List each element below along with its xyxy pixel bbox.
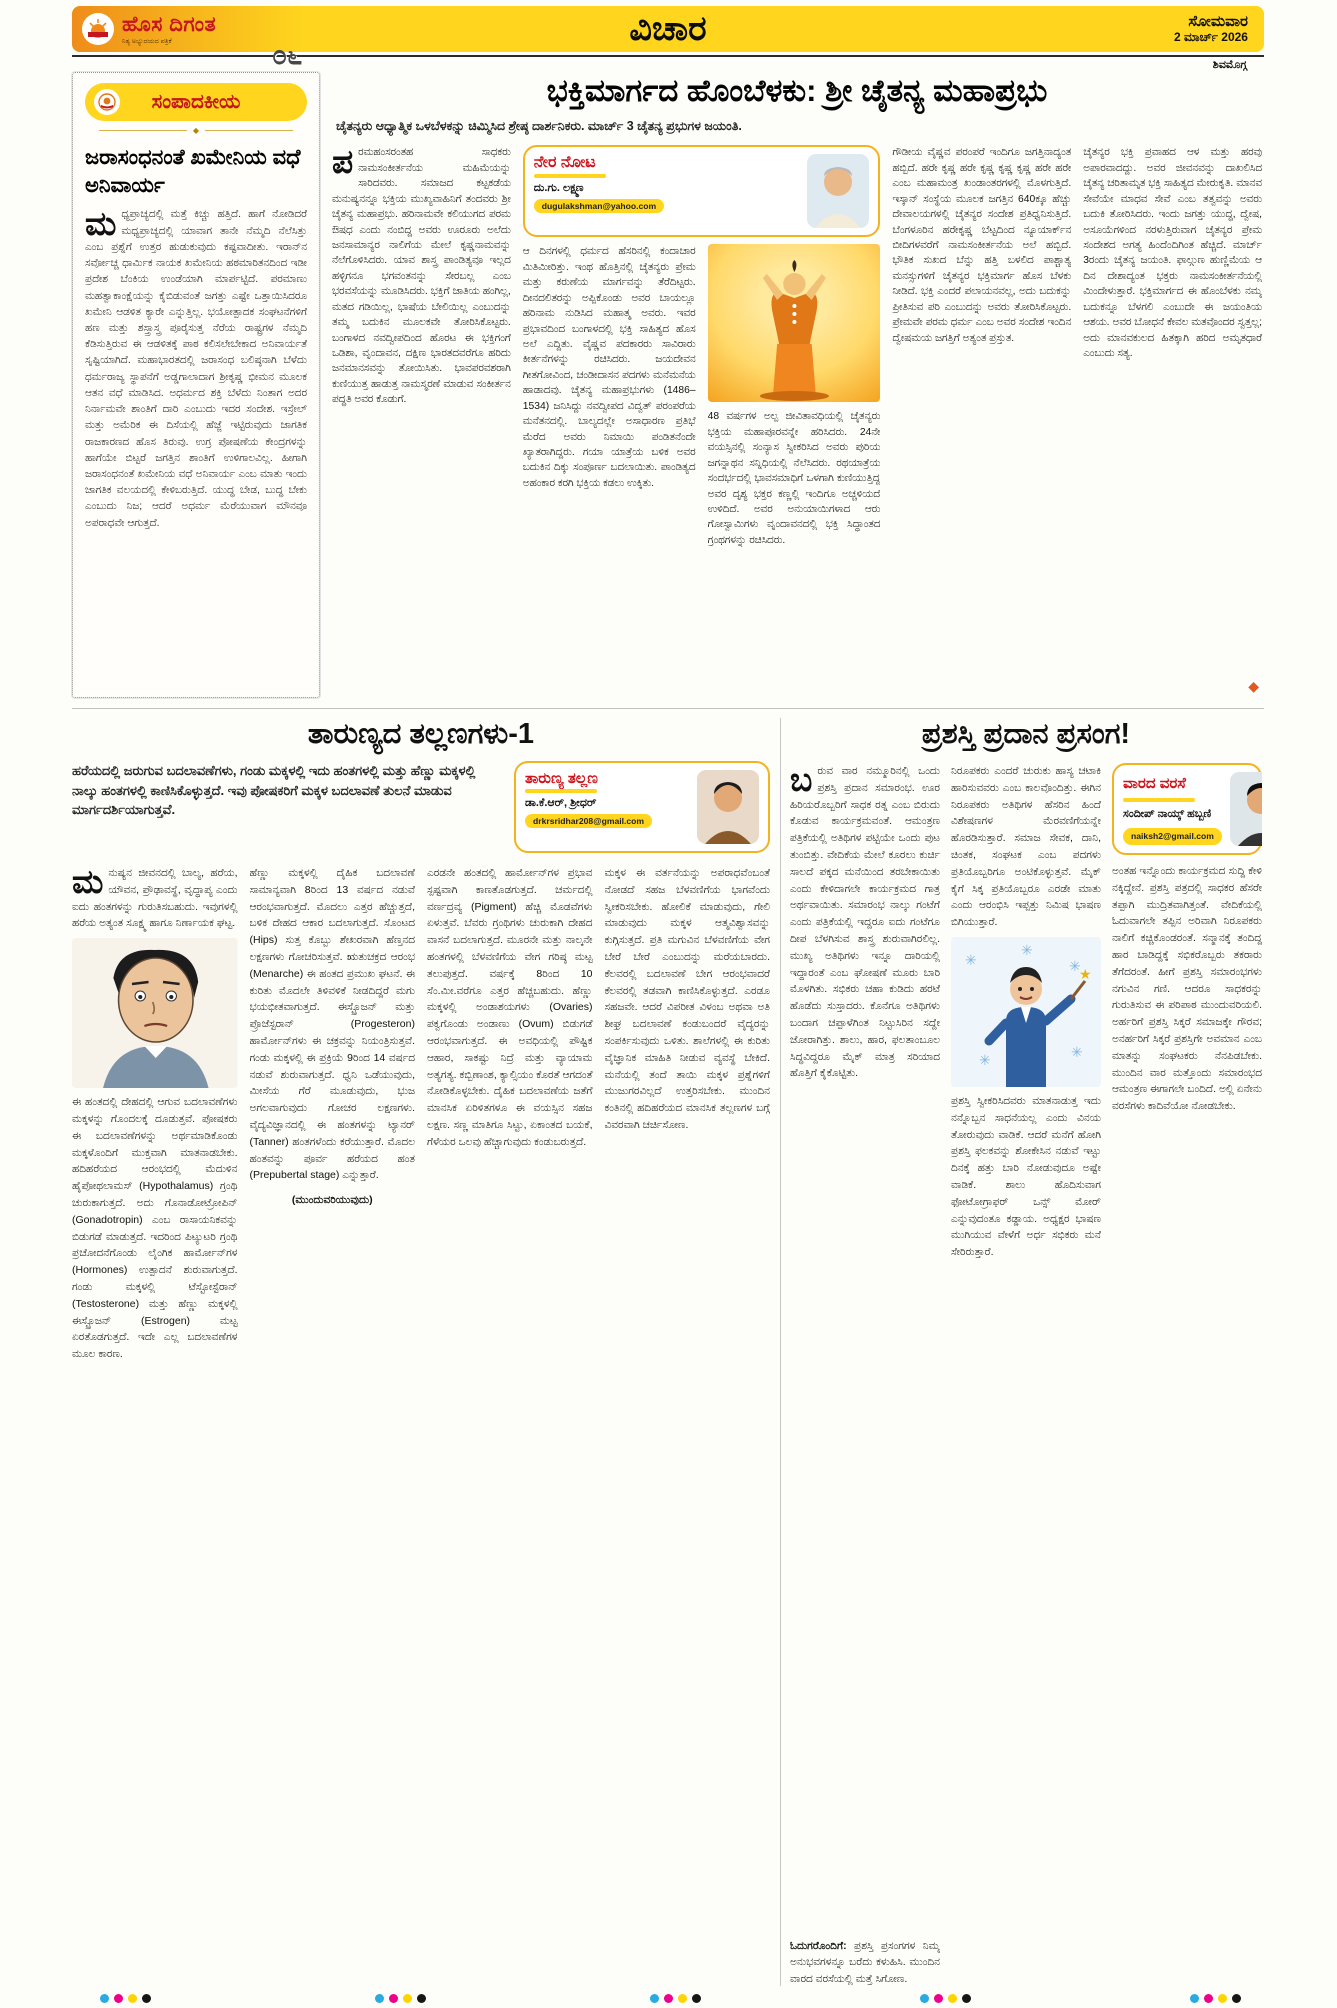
cyan-dot-icon: [100, 1994, 109, 2003]
newspaper-tagline: ನಿತ್ಯ ಅಭ್ಯುದಯದ ಪತ್ರಿಕೆ: [122, 37, 172, 45]
article-column: ಚೈತನ್ಯರ ಭಕ್ತಿ ಪ್ರವಾಹದ ಆಳ ಮತ್ತು ಹರವು ಅಪಾರವಾದದ್ದು. ಅವರ ಜೀವನವನ್ನು ದಾಖಲಿಸಿದ ಚೈತನ್ಯ ಚರಿತಾಮೃತ ಭಕ್ತಿ ಸಾಹಿತ್ಯದ ಮೇರುಕೃತಿ. ಮಾನವ ಸೇವೆಯೇ ಮಾಧವ ಸೇವೆ ಎಂಬ ತತ್ವವನ್ನು ಅವರು ಬದುಕಿ ತೋರಿಸಿದರು. ಇಂದು ಜಗತ್ತು ಯುದ್ಧ, ದ್ವೇಷ, ಅಸೂಯೆಗಳಿಂದ ನರಳುತ್ತಿರುವಾಗ ಚೈತನ್ಯರ ಪ್ರೇಮ ಸಂದೇಶದ ಅಗತ್ಯ ಹಿಂದೆಂದಿಗಿಂತ ಹೆಚ್ಚಿದೆ. ಮಾರ್ಚ್ 3ರಂದು ಚೈತನ್ಯ ಜಯಂತಿ. ಫಾಲ್ಗುಣ ಹುಣ್ಣಿಮೆಯ ಆ ದಿನ ದೇಶಾದ್ಯಂತ ಭಕ್ತರು ನಾಮಸಂಕೀರ್ತನೆಯಲ್ಲಿ ಮಿಂದೇಳುತ್ತಾರೆ. ಭಕ್ತಿಮಾರ್ಗದ ಈ ಹೊಂಬೆಳಕು ನಮ್ಮ ಬದುಕನ್ನೂ ಬೆಳಗಲಿ ಎಂಬುದೇ ಈ ಜಯಂತಿಯ ಆಶಯ. ಅವರ ಬೋಧನೆ ಕೇವಲ ಮತವೊಂದರ ಸ್ವತ್ತಲ್ಲ; ಅದು ಮಾನವಕುಲದ ಹಿತಕ್ಕಾಗಿ ಹರಿದ ಅಮೃತಧಾರೆ ಎಂಬುದು ಸತ್ಯ.: [1083, 147, 1262, 359]
column-text: ಈ ಹಂತದಲ್ಲಿ ದೇಹದಲ್ಲಿ ಆಗುವ ಬದಲಾವಣೆಗಳು ಮಕ್ಕಳನ್ನು ಗೊಂದಲಕ್ಕೆ ದೂಡುತ್ತವೆ. ಪೋಷಕರು ಈ ಬದಲಾವಣೆಗಳನ್ನು ಅರ್ಥಮಾಡಿಕೊಂಡು ಮಕ್ಕಳೊಂದಿಗೆ ಮುಕ್ತವಾಗಿ ಮಾತನಾಡಬೇಕು. ಹದಿಹರೆಯದ ಆರಂಭದಲ್ಲಿ ಮೆದುಳಿನ ಹೈಪೋಥಲಾಮಸ್ (Hypothalamus) ಗ್ರಂಥಿ ಚುರುಕಾಗುತ್ತದೆ. ಅದು ಗೊನಾಡೋಟ್ರೋಪಿನ್ (Gonadotropin) ಎಂಬ ರಾಸಾಯನಿಕವನ್ನು ಬಿಡುಗಡೆ ಮಾಡುತ್ತದೆ. ಇದರಿಂದ ಪಿಟ್ಯುಟರಿ ಗ್ರಂಥಿ ಪ್ರಚೋದನೆಗೊಂಡು ಲೈಂಗಿಕ ಹಾರ್ಮೋನ್‌ಗಳ (Hormones) ಉತ್ಪಾದನೆ ಶುರುವಾಗುತ್ತದೆ. ಗಂಡು ಮಕ್ಕಳಲ್ಲಿ ಟೆಸ್ಟೋಸ್ಟೆರಾನ್ (Testosterone) ಮತ್ತು ಹೆಣ್ಣು ಮಕ್ಕಳಲ್ಲಿ ಈಸ್ಟ್ರೊಜನ್ (Estrogen) ಮಟ್ಟ ಏರತೊಡಗುತ್ತದೆ. ಇದೇ ಎಲ್ಲ ಬದಲಾವಣೆಗಳ ಮೂಲ ಕಾರಣ.: [72, 1096, 238, 1361]
yellow-dot-icon: [1218, 1994, 1227, 2003]
editorial-banner: [85, 83, 307, 121]
column-name-label: ವಾರದ ವರಸೆ: [1123, 775, 1186, 792]
cyan-dot-icon: [375, 1994, 384, 2003]
article-column: ಆ ದಿನಗಳಲ್ಲಿ ಧರ್ಮದ ಹೆಸರಿನಲ್ಲಿ ಕಂದಾಚಾರ ಮಿತಿಮೀರಿತ್ತು. ಇಂಥ ಹೊತ್ತಿನಲ್ಲಿ ಚೈತನ್ಯರು ಪ್ರೇಮ ಮತ್ತು ಕರುಣೆಯ ಮಾರ್ಗವನ್ನು ತೆರೆದಿಟ್ಟರು. ದೀನದಲಿತರನ್ನು ಅಪ್ಪಿಕೊಂಡು ಅವರ ಬಾಯಲ್ಲೂ ಹರಿನಾಮ ನುಡಿಸಿದ ಮಹಾತ್ಮ ಅವರು. ಇವರ ಪ್ರಭಾವದಿಂದ ಬಂಗಾಳದಲ್ಲಿ ಭಕ್ತಿ ಸಾಹಿತ್ಯದ ಹೊಸ ಅಲೆ ಎದ್ದಿತು. ವೈಷ್ಣವ ಪದಕಾರರು ಸಾವಿರಾರು ಕೀರ್ತನೆಗಳನ್ನು ರಚಿಸಿದರು. ಜಯದೇವನ ಗೀತಗೋವಿಂದ, ಚಂಡೀದಾಸನ ಪದಗಳು ಮನೆಮನೆಯ ಹಾಡಾದವು. ಚೈತನ್ಯ ಮಹಾಪ್ರಭುಗಳು (1486–1534) ಜನಿಸಿದ್ದು ನವದ್ವೀಪದ ವಿದ್ವತ್ ಪರಂಪರೆಯ ಮನೆತನದಲ್ಲಿ. ಬಾಲ್ಯದಲ್ಲೇ ಅಸಾಧಾರಣ ಪ್ರತಿಭೆ ಮೆರೆದ ಅವರು ನಿಮಾಯಿ ಪಂಡಿತನೆಂದೇ ಖ್ಯಾತರಾಗಿದ್ದರು. ಗಯಾ ಯಾತ್ರೆಯ ಬಳಿಕ ಅವರ ಬದುಕಿನ ದಿಕ್ಕು ಸಂಪೂರ್ಣ ಬದಲಾಯಿತು. ಪಾಂಡಿತ್ಯದ ಅಹಂಕಾರ ಕರಗಿ ಭಕ್ತಿಯ ಕಡಲು ಉಕ್ಕಿತು.: [522, 246, 696, 489]
main-standfirst: ಚೈತನ್ಯರು ಆಧ್ಯಾತ್ಮಿಕ ಒಳಬೆಳಕನ್ನು ಚಿಮ್ಮಿಸಿದ ಶ್ರೇಷ್ಠ ದಾರ್ಶನಿಕರು. ಮಾರ್ಚ್ 3 ಚೈತನ್ಯ ಪ್ರಭುಗಳ ಜಯಂತಿ.: [336, 119, 742, 134]
column-text: ಪ್ರಶಸ್ತಿ ಸ್ವೀಕರಿಸಿದವರು ಮಾತನಾಡುತ್ತ ಇದು ನನ್ನೊಬ್ಬನ ಸಾಧನೆಯಲ್ಲ ಎಂದು ವಿನಯ ತೋರುವುದು ವಾಡಿಕೆ. ಆದರೆ ಮನೆಗೆ ಹೋಗಿ ಪ್ರಶಸ್ತಿ ಫಲಕವನ್ನು ಶೋಕೇಸಿನ ನಡುವೆ ಇಟ್ಟು ದಿನಕ್ಕೆ ಹತ್ತು ಬಾರಿ ನೋಡುವುದೂ ಅಷ್ಟೇ ವಾಡಿಕೆ. ಶಾಲು ಹೊದಿಸುವಾಗ ಫೋಟೋಗ್ರಾಫರ್ ಒನ್ಸ್ ಮೋರ್ ಎನ್ನುವುದಂತೂ ಕಡ್ಡಾಯ. ಅಧ್ಯಕ್ಷರ ಭಾಷಣ ಮುಗಿಯುವ ವೇಳೆಗೆ ಅರ್ಧ ಸಭಿಕರು ಮನೆ ಸೇರಿರುತ್ತಾರೆ.: [951, 1094, 1101, 1259]
article-body: [72, 865, 770, 1941]
author-email: dugulakshman@yahoo.com: [534, 199, 664, 213]
article-column: [250, 865, 416, 1941]
column-text: 48 ವರ್ಷಗಳ ಅಲ್ಪ ಜೀವಿತಾವಧಿಯಲ್ಲಿ ಚೈತನ್ಯರು ಭಕ್ತಿಯ ಮಹಾಪೂರವನ್ನೇ ಹರಿಸಿದರು. 24ನೇ ವಯಸ್ಸಿನಲ್ಲಿ ಸಂನ್ಯಾಸ ಸ್ವೀಕರಿಸಿದ ಅವರು ಪುರಿಯ ಜಗನ್ನಾಥನ ಸನ್ನಿಧಿಯಲ್ಲಿ ನೆಲೆಸಿದರು. ರಥಯಾತ್ರೆಯ ಸಂದರ್ಭದಲ್ಲಿ ಭಾವಸಮಾಧಿಗೆ ಒಳಗಾಗಿ ಕುಣಿಯುತ್ತಿದ್ದ ಅವರ ದೃಶ್ಯ ಭಕ್ತರ ಕಣ್ಣಲ್ಲಿ ಇಂದಿಗೂ ಅಚ್ಚಳಿಯದೆ ಉಳಿದಿದೆ. ಅವರ ಅನುಯಾಯಿಗಳಾದ ಆರು ಗೋಸ್ವಾಮಿಗಳು ವೃಂದಾವನದಲ್ಲಿ ಭಕ್ತಿ ಸಿದ್ಧಾಂತದ ಗ್ರಂಥಗಳನ್ನು ರಚಿಸಿದರು.: [707, 411, 881, 546]
author-photo: [697, 770, 759, 844]
edition-name: ಶಿವಮೊಗ್ಗ: [1212, 59, 1247, 71]
editorial-ornament: ◆: [99, 126, 293, 135]
drop-cap: ಬ: [790, 763, 813, 798]
drop-cap: ಮ: [85, 205, 117, 243]
author-photo: [1230, 772, 1262, 846]
yellow-dot-icon: [948, 1994, 957, 2003]
column-name-label: ನೇರ ನೋಟ: [533, 154, 596, 172]
author-name: ಸಂದೀಪ್ ನಾಯ್ಕ್ ಹಬ್ಬಣಿ: [1123, 808, 1212, 820]
column-text: ನಿರೂಪಕರು ಎಂದರೆ ಚುರುಕು ಹಾಸ್ಯ ಚಟಾಕಿ ಹಾರಿಸುವವರು ಎಂಬ ಕಾಲವೊಂದಿತ್ತು. ಈಗಿನ ನಿರೂಪಕರು ಅತಿಥಿಗಳ ಹೆಸರಿನ ಹಿಂದೆ ವಿಶೇಷಣಗಳ ಮೆರವಣಿಗೆಯನ್ನೇ ಹೊರಡಿಸುತ್ತಾರೆ. ಸಮಾಜ ಸೇವಕ, ದಾನಿ, ಚಿಂತಕ, ಸಂಘಟಕ ಎಂಬ ಪದಗಳು ಪ್ರತಿಯೊಬ್ಬರಿಗೂ ಅಂಟಿಕೊಳ್ಳುತ್ತವೆ. ಮೈಕ್ ಕೈಗೆ ಸಿಕ್ಕ ಪ್ರತಿಯೊಬ್ಬರೂ ಎರಡೇ ಮಾತು ಎಂದು ಆರಂಭಿಸಿ ಇಪ್ಪತ್ತು ನಿಮಿಷ ಭಾಷಣ ಬಿಗಿಯುತ್ತಾರೆ.: [951, 765, 1101, 929]
cyan-dot-icon: [650, 1994, 659, 2003]
article-column: ಎರಡನೇ ಹಂತದಲ್ಲಿ ಹಾರ್ಮೋನ್‌ಗಳ ಪ್ರಭಾವ ಸ್ಪಷ್ಟವಾಗಿ ಕಾಣತೊಡಗುತ್ತದೆ. ಚರ್ಮದಲ್ಲಿ ವರ್ಣದ್ರವ್ಯ (Pigment) ಹೆಚ್ಚಿ ಮೊಡವೆಗಳು ಏಳುತ್ತವೆ. ಬೆವರು ಗ್ರಂಥಿಗಳು ಚುರುಕಾಗಿ ದೇಹದ ವಾಸನೆ ಬದಲಾಗುತ್ತದೆ. ಮೂರನೇ ಮತ್ತು ನಾಲ್ಕನೇ ಹಂತಗಳಲ್ಲಿ ಬೆಳವಣಿಗೆಯ ವೇಗ ಗರಿಷ್ಠ ಮಟ್ಟ ತಲುಪುತ್ತದೆ. ವರ್ಷಕ್ಕೆ 8ರಿಂದ 10 ಸೆಂ.ಮೀ.ವರೆಗೂ ಎತ್ತರ ಹೆಚ್ಚಬಹುದು. ಹೆಣ್ಣು ಮಕ್ಕಳಲ್ಲಿ ಅಂಡಾಶಯಗಳು (Ovaries) ಪಕ್ವಗೊಂಡು ಅಂಡಾಣು (Ovum) ಬಿಡುಗಡೆ ಆರಂಭವಾಗುತ್ತದೆ. ಈ ಅವಧಿಯಲ್ಲಿ ಪೌಷ್ಟಿಕ ಆಹಾರ, ಸಾಕಷ್ಟು ನಿದ್ರೆ ಮತ್ತು ವ್ಯಾಯಾಮ ಅತ್ಯಗತ್ಯ. ಕಬ್ಬಿಣಾಂಶ, ಕ್ಯಾಲ್ಸಿಯಂ ಕೊರತೆ ಆಗದಂತೆ ನೋಡಿಕೊಳ್ಳಬೇಕು. ದೈಹಿಕ ಬದಲಾವಣೆಯ ಜತೆಗೆ ಮಾನಸಿಕ ಏರಿಳಿತಗಳೂ ಈ ವಯಸ್ಸಿನ ಸಹಜ ಲಕ್ಷಣ. ಸಣ್ಣ ಮಾತಿಗೂ ಸಿಟ್ಟು, ಏಕಾಂತದ ಬಯಕೆ, ಗೆಳೆಯರ ಒಲವು ಹೆಚ್ಚಾಗುವುದು ಕಂಡುಬರುತ್ತದೆ.: [427, 867, 593, 1148]
author-email: naiksh2@gmail.com: [1123, 828, 1222, 846]
author-card: [514, 761, 770, 853]
editorial-box: [72, 72, 320, 698]
article-headline: ಪ್ರಶಸ್ತಿ ಪ್ರದಾನ ಪ್ರಸಂಗ!: [921, 718, 1131, 750]
registration-marks: [1190, 1994, 1241, 2003]
continued-note: (ಮುಂದುವರಿಯುವುದು): [291, 1194, 373, 1207]
article-column: [951, 763, 1101, 1988]
editorial-emblem-icon: [94, 89, 120, 115]
article-column: [790, 763, 940, 1988]
adolescence-article: [72, 718, 770, 1988]
magenta-dot-icon: [934, 1994, 943, 2003]
newspaper-name: ಹೊಸ ದಿಗಂತ: [122, 12, 217, 36]
black-dot-icon: [142, 1994, 151, 2003]
column-name-label: ತಾರುಣ್ಯ ತಲ್ಲಣ: [525, 770, 598, 787]
article-column: [72, 865, 238, 1941]
yellow-dot-icon: [678, 1994, 687, 2003]
black-dot-icon: [962, 1994, 971, 2003]
yellow-dot-icon: [403, 1994, 412, 2003]
yellow-dot-icon: [128, 1994, 137, 2003]
vertical-divider: [780, 718, 781, 1986]
article-column-group: [523, 145, 881, 643]
weekday: ಸೋಮವಾರ: [1188, 13, 1248, 31]
registration-marks: [375, 1994, 426, 2003]
column-text: ಹೆಣ್ಣು ಮಕ್ಕಳಲ್ಲಿ ದೈಹಿಕ ಬದಲಾವಣೆ ಸಾಮಾನ್ಯವಾಗಿ 8ರಿಂದ 13 ವರ್ಷದ ನಡುವೆ ಆರಂಭವಾಗುತ್ತದೆ. ಮೊದಲು ಎತ್ತರ ಹೆಚ್ಚುತ್ತದೆ, ಬಳಿಕ ದೇಹದ ಆಕಾರ ಬದಲಾಗುತ್ತದೆ. ಸೊಂಟದ (Hips) ಸುತ್ತ ಕೊಬ್ಬು ಶೇಖರವಾಗಿ ಹೆಣ್ತನದ ಲಕ್ಷಣಗಳು ಗೋಚರಿಸುತ್ತವೆ. ಋತುಚಕ್ರದ ಆರಂಭ (Menarche) ಈ ಹಂತದ ಪ್ರಮುಖ ಘಟನೆ. ಈ ಕುರಿತು ಮೊದಲೇ ತಿಳಿವಳಿಕೆ ನೀಡದಿದ್ದರೆ ಮಗು ಭಯಭೀತವಾಗುತ್ತದೆ. ಈಸ್ಟ್ರೊಜನ್ ಮತ್ತು ಪ್ರೊಜೆಸ್ಟರಾನ್ (Progesteron) ಹಾರ್ಮೋನ್‌ಗಳು ಈ ಚಕ್ರವನ್ನು ನಿಯಂತ್ರಿಸುತ್ತವೆ. ಗಂಡು ಮಕ್ಕಳಲ್ಲಿ ಈ ಪ್ರಕ್ರಿಯೆ 9ರಿಂದ 14 ವರ್ಷದ ನಡುವೆ ಶುರುವಾಗುತ್ತದೆ. ಧ್ವನಿ ಒಡೆಯುವುದು, ಮೀಸೆಯ ಗೆರೆ ಮೂಡುವುದು, ಭುಜ ಅಗಲವಾಗುವುದು ಗೋಚರ ಲಕ್ಷಣಗಳು. ವೈದ್ಯವಿಜ್ಞಾನದಲ್ಲಿ ಈ ಹಂತಗಳನ್ನು ಟ್ಯಾನರ್ (Tanner) ಹಂತಗಳೆಂದು ಕರೆಯುತ್ತಾರೆ. ಮೊದಲ ಹಂತವನ್ನು ಪೂರ್ವ ಹರೆಯದ ಹಂತ (Prepubertal stage) ಎನ್ನುತ್ತಾರೆ.: [249, 867, 415, 1182]
date: 2 ಮಾರ್ಚ್ 2026: [1174, 29, 1248, 44]
magenta-dot-icon: [389, 1994, 398, 2003]
cyan-dot-icon: [920, 1994, 929, 2003]
column-text: ನುಷ್ಯನ ಜೀವನದಲ್ಲಿ ಬಾಲ್ಯ, ಹರೆಯ, ಯೌವನ, ಪ್ರೌಢಾವಸ್ಥೆ, ವೃದ್ಧಾಪ್ಯ ಎಂದು ಐದು ಹಂತಗಳನ್ನು ಗುರುತಿಸಬಹುದು. ಇವುಗಳಲ್ಲಿ ಹರೆಯ ಅತ್ಯಂತ ಸೂಕ್ಷ್ಮ ಹಾಗೂ ನಿರ್ಣಾಯಕ ಘಟ್ಟ.: [72, 867, 238, 930]
svg-text:✳: ✳: [979, 1051, 991, 1068]
svg-text:★: ★: [1079, 965, 1092, 982]
page-number: ೦೬: [272, 40, 303, 70]
article-column: [332, 145, 511, 643]
main-article: [332, 72, 1262, 698]
article-headline: ತಾರುಣ್ಯದ ತಲ್ಲಣಗಳು-1: [307, 718, 535, 750]
article-standfirst: ಹರೆಯದಲ್ಲಿ ಜರುಗುವ ಬದಲಾವಣೆಗಳು, ಗಂಡು ಮಕ್ಕಳಲ್ಲಿ ಇದು ಹಂತಗಳಲ್ಲಿ ಮತ್ತು ಹೆಣ್ಣು ಮಕ್ಕಳಲ್ಲಿ ನಾಲ್ಕು ಹಂತಗಳಲ್ಲಿ ಕಾಣಿಸಿಕೊಳ್ಳುತ್ತದೆ. ಇವು ಪೋಷಕರಿಗೆ ಮಕ್ಕಳ ಬದಲಾವಣೆ ತುಲನೆ ಮಾಡುವ ಮಾರ್ಗದರ್ಶಿಯಾಗುತ್ತವೆ.: [72, 763, 476, 817]
readers-note-label: ಓದುಗರೊಂದಿಗೆ:: [790, 1939, 847, 1952]
author-name: ದು.ಗು. ಲಕ್ಷ್ಮಣ: [533, 182, 584, 195]
author-card: [1112, 763, 1262, 855]
column-text: ರುವ ವಾರ ನಮ್ಮೂರಿನಲ್ಲಿ ಒಂದು ಪ್ರಶಸ್ತಿ ಪ್ರದಾನ ಸಮಾರಂಭ. ಊರ ಹಿರಿಯರೊಬ್ಬರಿಗೆ ಸಾಧಕ ರತ್ನ ಎಂಬ ಬಿರುದು ಕೊಡುವ ಕಾರ್ಯಕ್ರಮವಂತೆ. ಆಮಂತ್ರಣ ಪತ್ರಿಕೆಯಲ್ಲಿ ಅತಿಥಿಗಳ ಪಟ್ಟಿಯೇ ಒಂದು ಪುಟ ತುಂಬಿತ್ತು. ವೇದಿಕೆಯ ಮೇಲೆ ಕೂರಲು ಕುರ್ಚಿ ಸಾಲದೆ ಪಕ್ಕದ ಮನೆಯಿಂದ ತರಬೇಕಾಯಿತು ಎಂದು ಕೇಳಿದಾಗಲೇ ಕಾರ್ಯಕ್ರಮದ ಗಾತ್ರ ಅರ್ಥವಾಯಿತು. ಸಮಾರಂಭ ನಾಲ್ಕು ಗಂಟೆಗೆ ಎಂದು ಪತ್ರಿಕೆಯಲ್ಲಿ ಇದ್ದರೂ ಐದು ಗಂಟೆಗೂ ದೀಪ ಬೆಳಗಿಸುವ ಶಾಸ್ತ್ರ ಶುರುವಾಗಿರಲಿಲ್ಲ. ಮುಖ್ಯ ಅತಿಥಿಗಳು ಇನ್ನೂ ದಾರಿಯಲ್ಲಿ ಇದ್ದಾರಂತೆ ಎಂಬ ಘೋಷಣೆ ಮೂರು ಬಾರಿ ಮೊಳಗಿತು. ಸಭಿಕರು ಚಹಾ ಕುಡಿದು ಹರಟೆ ಹೊಡೆದು ಸುಸ್ತಾದರು. ಕೊನೆಗೂ ಅತಿಥಿಗಳು ಬಂದಾಗ ಚಪ್ಪಾಳೆಗಿಂತ ನಿಟ್ಟುಸಿರಿನ ಸದ್ದೇ ಜೋರಾಗಿತ್ತು. ಶಾಲು, ಹಾರ, ಫಲತಾಂಬೂಲ ಸಿದ್ಧವಿದ್ದರೂ ಮೈಕ್ ಮಾತ್ರ ಸರಿಯಾದ ಹೊತ್ತಿಗೆ ಕೈಕೊಟ್ಟಿತು.: [790, 765, 940, 1080]
registration-marks: [920, 1994, 971, 2003]
article-column: [1112, 763, 1262, 1988]
editorial-body: [85, 207, 307, 531]
label-underline: [534, 174, 606, 178]
black-dot-icon: [692, 1994, 701, 2003]
author-photo: [807, 154, 869, 228]
black-dot-icon: [417, 1994, 426, 2003]
article-column: ಗೌಡೀಯ ವೈಷ್ಣವ ಪರಂಪರೆ ಇಂದಿಗೂ ಜಗತ್ತಿನಾದ್ಯಂತ ಹಬ್ಬಿದೆ. ಹರೇ ಕೃಷ್ಣ ಹರೇ ಕೃಷ್ಣ ಕೃಷ್ಣ ಕೃಷ್ಣ ಹರೇ ಹರೇ ಎಂಬ ಮಹಾಮಂತ್ರ ಖಂಡಾಂತರಗಳಲ್ಲಿ ಮೊಳಗುತ್ತಿದೆ. ಇಸ್ಕಾನ್ ಸಂಸ್ಥೆಯ ಮೂಲಕ ಜಗತ್ತಿನ 640ಕ್ಕೂ ಹೆಚ್ಚು ದೇವಾಲಯಗಳಲ್ಲಿ ಚೈತನ್ಯರ ಸಂದೇಶ ಪ್ರತಿಧ್ವನಿಸುತ್ತಿದೆ. ಬೆಂಗಳೂರಿನ ಹರೇಕೃಷ್ಣ ಬೆಟ್ಟದಿಂದ ನ್ಯೂಯಾರ್ಕ್‌ನ ಬೀದಿಗಳವರೆಗೆ ನಾಮಸಂಕೀರ್ತನೆಯ ಅಲೆ ಹಬ್ಬಿದೆ. ಭೌತಿಕ ಸುಖದ ಬೆನ್ನು ಹತ್ತಿ ಬಳಲಿದ ಪಾಶ್ಚಾತ್ಯ ಮನಸ್ಸುಗಳಿಗೆ ಚೈತನ್ಯರ ಭಕ್ತಿಮಾರ್ಗ ಹೊಸ ಬೆಳಕು ನೀಡಿದೆ. ಭಕ್ತಿ ಎಂದರೆ ಪಲಾಯನವಲ್ಲ, ಅದು ಬದುಕನ್ನು ಪ್ರೀತಿಸುವ ಪರಿ ಎಂಬುದನ್ನು ಅವರು ತೋರಿಸಿಕೊಟ್ಟರು. ಪ್ರೇಮವೇ ಪರಮ ಧರ್ಮ ಎಂಬ ಅವರ ಸಂದೇಶ ಇಂದಿನ ದ್ವೇಷಮಯ ಜಗತ್ತಿಗೆ ಅತ್ಯಂತ ಪ್ರಸ್ತುತ.: [892, 147, 1072, 344]
black-dot-icon: [1232, 1994, 1241, 2003]
author-email: drkrsridhar208@gmail.com: [525, 814, 652, 828]
cyan-dot-icon: [1190, 1994, 1199, 2003]
readers-note-text: ಪ್ರಶಸ್ತಿ ಪ್ರಸಂಗಗಳ ನಿಮ್ಮ ಅನುಭವಗಳನ್ನೂ ಬರೆದು ಕಳುಹಿಸಿ. ಮುಂದಿನ ವಾರದ ವರಸೆಯಲ್ಲಿ ಮತ್ತೆ ಸಿಗೋಣ.: [790, 1939, 940, 1986]
label-underline: [1123, 798, 1195, 802]
svg-text:✳: ✳: [1069, 957, 1081, 974]
article-body: [790, 763, 1262, 1988]
section-title: ವಿಚಾರ: [629, 9, 707, 48]
registration-marks: [100, 1994, 151, 2003]
column-text: ರಮಹಂಸರಂತಹ ಸಾಧಕರು ನಾಮಸಂಕೀರ್ತನೆಯ ಮಹಿಮೆಯನ್ನು ಸಾರಿದವರು. ಸಮಾಜದ ಕಟ್ಟಕಡೆಯ ಮನುಷ್ಯನನ್ನೂ ಭಕ್ತಿಯ ಮುಖ್ಯವಾಹಿನಿಗೆ ತಂದವರು ಶ್ರೀ ಚೈತನ್ಯ ಮಹಾಪ್ರಭು. ಹರಿನಾಮವೇ ಕಲಿಯುಗದ ಪರಮ ಔಷಧ ಎಂದು ನಂಬಿದ್ದ ಅವರು ಊರೂರು ಅಲೆದು ಜನಸಾಮಾನ್ಯರ ನಾಲಿಗೆಯ ಮೇಲೆ ಕೃಷ್ಣನಾಮವನ್ನು ನೆಲೆಗೊಳಿಸಿದರು. ಯಾವ ಶಾಸ್ತ್ರ ಪಾಂಡಿತ್ಯವೂ ಇಲ್ಲದ ಹಳ್ಳಿಗನೂ ಭಗವಂತನನ್ನು ಸೇರಬಲ್ಲ ಎಂಬ ಭರವಸೆಯನ್ನು ಮೂಡಿಸಿದರು. ಭಕ್ತಿಗೆ ಜಾತಿಯ ಹಂಗಿಲ್ಲ, ಮತದ ಗಡಿಯಿಲ್ಲ, ಭಾಷೆಯ ಬೇಲಿಯಿಲ್ಲ ಎಂಬುದನ್ನು ತಮ್ಮ ಬದುಕಿನ ಮೂಲಕವೇ ತೋರಿಸಿಕೊಟ್ಟರು. ಬಂಗಾಳದ ನವದ್ವೀಪದಿಂದ ಹೊರಟ ಈ ಭಕ್ತಿಗಂಗೆ ಒಡಿಶಾ, ವೃಂದಾವನ, ದಕ್ಷಿಣ ಭಾರತದವರೆಗೂ ಹರಿದು ಜನಮಾನಸವನ್ನು ತೋಯಿಸಿತು. ಭಾವಪರವಶರಾಗಿ ಕುಣಿಯುತ್ತ ಹಾಡುತ್ತ ನಾಮಸ್ಮರಣೆ ಮಾಡುವ ಸಂಕೀರ್ತನ ಪದ್ಧತಿ ಅವರ ಕೊಡುಗೆ.: [332, 147, 511, 406]
svg-text:✳: ✳: [965, 951, 977, 968]
svg-text:✳: ✳: [1021, 941, 1033, 958]
award-presenter-cartoon-illustration: [951, 937, 1101, 1087]
editorial-body-text: ಧ್ಯಪ್ರಾಚ್ಯದಲ್ಲಿ ಮತ್ತೆ ಕಿಚ್ಚು ಹತ್ತಿದೆ. ಹಾಗೆ ನೋಡಿದರೆ ಮಧ್ಯಪ್ರಾಚ್ಯದಲ್ಲಿ ಯಾವಾಗ ತಾನೇ ನೆಮ್ಮದಿ ನೆಲೆಸಿತ್ತು ಎಂಬ ಪ್ರಶ್ನೆಗೆ ಉತ್ತರ ಹುಡುಕುವುದು ಕಷ್ಟವಾದೀತು. ಇರಾನ್‌ನ ಸರ್ವೋಚ್ಚ ಧಾರ್ಮಿಕ ನಾಯಕ ಖಮೇನಿಯ ಹಠಮಾರಿತನದಿಂದ ಇಡೀ ಪ್ರದೇಶ ಬೆಂಕಿಯ ಉಂಡೆಯಾಗಿ ಮಾರ್ಪಟ್ಟಿದೆ. ಪರಮಾಣು ಮಹತ್ವಾಕಾಂಕ್ಷೆಯನ್ನು ಕೈಬಿಡುವಂತೆ ಜಗತ್ತು ಎಷ್ಟೇ ಒತ್ತಾಯಿಸಿದರೂ ಖಮೇನಿ ಆಡಳಿತ ಕ್ಯಾರೇ ಎನ್ನುತ್ತಿಲ್ಲ. ಭಯೋತ್ಪಾದಕ ಸಂಘಟನೆಗಳಿಗೆ ಹಣ ಮತ್ತು ಶಸ್ತ್ರಾಸ್ತ್ರ ಪೂರೈಸುತ್ತ ನೆರೆಯ ರಾಷ್ಟ್ರಗಳ ನೆಮ್ಮದಿ ಕೆಡಿಸುತ್ತಿರುವ ಈ ಆಡಳಿತಕ್ಕೆ ಪಾಠ ಕಲಿಸಲೇಬೇಕಾದ ಅನಿವಾರ್ಯತೆ ಸೃಷ್ಟಿಯಾಗಿದೆ. ಮಹಾಭಾರತದಲ್ಲಿ ಜರಾಸಂಧ ಬಲಿಷ್ಠನಾಗಿ ಬೆಳೆದು ಧರ್ಮರಾಜ್ಯ ಸ್ಥಾಪನೆಗೆ ಅಡ್ಡಗಾಲಾದಾಗ ಶ್ರೀಕೃಷ್ಣ ಭೀಮನ ಮೂಲಕ ಆತನ ವಧೆ ಮಾಡಿಸಿದ. ಅಧರ್ಮದ ಶಕ್ತಿ ಬೆಳೆದು ನಿಂತಾಗ ಅದರ ನಿರ್ನಾಮವೇ ಶಾಂತಿಗೆ ದಾರಿ ಎಂಬುದು ಇದರ ಸಂದೇಶ. ಇಸ್ರೇಲ್ ಮತ್ತು ಅಮೆರಿಕ ಈ ದಿಸೆಯಲ್ಲಿ ಹೆಜ್ಜೆ ಇಟ್ಟಿರುವುದು ಜಾಗತಿಕ ರಾಜಕಾರಣದ ಹೊಸ ತಿರುವು. ಉಗ್ರ ಪೋಷಣೆಯ ಕೇಂದ್ರಗಳನ್ನು ಹಾಗೆಯೇ ಬಿಟ್ಟರೆ ಜಗತ್ತಿನ ಶಾಂತಿಗೆ ಉಳಿಗಾಲವಿಲ್ಲ. ಹೀಗಾಗಿ ಜರಾಸಂಧನಂತೆ ಖಮೇನಿಯ ವಧೆ ಅನಿವಾರ್ಯ ಎಂಬ ಮಾತು ಇಂದು ಜಾಗತಿಕ ವಲಯದಲ್ಲಿ ಕೇಳಿಬರುತ್ತಿದೆ. ಯುದ್ಧ ಬೇಡ, ಬುದ್ಧ ಬೇಕು ಎಂಬುದು ನಿಜ; ಆದರೆ ಅಧರ್ಮ ಮೆರೆಯುವಾಗ ಮೌನವೂ ಅಪರಾಧವೇ ಆಗುತ್ತದೆ.: [85, 209, 307, 529]
horizontal-divider: [72, 708, 1264, 709]
magenta-dot-icon: [114, 1994, 123, 2003]
article-column: ಮಕ್ಕಳ ಈ ವರ್ತನೆಯನ್ನು ಅಪರಾಧವೆಂಬಂತೆ ನೋಡದೆ ಸಹಜ ಬೆಳವಣಿಗೆಯ ಭಾಗವೆಂದು ಸ್ವೀಕರಿಸಬೇಕು. ಹೋಲಿಕೆ ಮಾಡುವುದು, ಗೇಲಿ ಮಾಡುವುದು ಮಕ್ಕಳ ಆತ್ಮವಿಶ್ವಾಸವನ್ನು ಕುಗ್ಗಿಸುತ್ತದೆ. ಪ್ರತಿ ಮಗುವಿನ ಬೆಳವಣಿಗೆಯ ವೇಗ ಬೇರೆ ಬೇರೆ ಎಂಬುದನ್ನು ಮರೆಯಬಾರದು. ಕೆಲವರಲ್ಲಿ ಬದಲಾವಣೆ ಬೇಗ ಆರಂಭವಾದರೆ ಕೆಲವರಲ್ಲಿ ತಡವಾಗಿ ಕಾಣಿಸಿಕೊಳ್ಳುತ್ತದೆ. ಎರಡೂ ಸಹಜವೇ. ಆದರೆ ವಿಪರೀತ ವಿಳಂಬ ಅಥವಾ ಅತಿ ಶೀಘ್ರ ಬದಲಾವಣೆ ಕಂಡುಬಂದರೆ ವೈದ್ಯರನ್ನು ಸಂಪರ್ಕಿಸುವುದು ಒಳಿತು. ಶಾಲೆಗಳಲ್ಲಿ ಈ ಕುರಿತು ವೈಜ್ಞಾನಿಕ ಮಾಹಿತಿ ನೀಡುವ ವ್ಯವಸ್ಥೆ ಬೇಕಿದೆ. ಮನೆಯಲ್ಲಿ ತಂದೆ ತಾಯಿ ಮಕ್ಕಳ ಪ್ರಶ್ನೆಗಳಿಗೆ ಮುಜುಗರವಿಲ್ಲದೆ ಉತ್ತರಿಸಬೇಕು. ಮುಂದಿನ ಕಂತಿನಲ್ಲಿ ಹದಿಹರೆಯದ ಮಾನಸಿಕ ತಲ್ಲಣಗಳ ಬಗ್ಗೆ ವಿವರವಾಗಿ ಚರ್ಚಿಸೋಣ.: [604, 867, 770, 1131]
readers-note: [790, 1930, 940, 1988]
article-end-mark: ◆: [1248, 678, 1259, 694]
main-headline: ಭಕ್ತಿಮಾರ್ಗದ ಹೊಂಬೆಳಕು: ಶ್ರೀ ಚೈತನ್ಯ ಮಹಾಪ್ರಭು: [546, 73, 1048, 108]
chaitanya-illustration: [708, 244, 881, 402]
article-column: [708, 244, 881, 643]
author-card: [523, 145, 881, 237]
drop-cap: ಮ: [72, 865, 104, 900]
award-column-article: [790, 718, 1262, 1988]
drop-cap: ಪ: [332, 145, 354, 181]
editorial-section-label: ಸಂಪಾದಕೀಯ: [151, 90, 241, 113]
magenta-dot-icon: [1204, 1994, 1213, 2003]
registration-marks: [650, 1994, 701, 2003]
date-block: [1174, 13, 1264, 44]
header-rule: [72, 55, 1264, 57]
svg-text:✳: ✳: [1071, 1043, 1083, 1060]
main-article-body: [332, 145, 1262, 643]
magenta-dot-icon: [664, 1994, 673, 2003]
label-underline: [525, 789, 597, 793]
teenager-cartoon-illustration: [72, 938, 238, 1088]
author-name: ಡಾ.ಕೆ.ಆರ್, ಶ್ರೀಧರ್: [525, 797, 597, 809]
editorial-headline: ಜರಾಸಂಧನಂತೆ ಖಮೇನಿಯ ವಧೆ ಅನಿವಾರ್ಯ: [85, 146, 301, 197]
column-text: ಅಂತಹ ಇನ್ನೊಂದು ಕಾರ್ಯಕ್ರಮದ ಸುದ್ದಿ ಕೇಳಿ ನಕ್ಕಿದ್ದೇನೆ. ಪ್ರಶಸ್ತಿ ಪತ್ರದಲ್ಲಿ ಸಾಧಕರ ಹೆಸರೇ ತಪ್ಪಾಗಿ ಮುದ್ರಿತವಾಗಿತ್ತಂತೆ. ವೇದಿಕೆಯಲ್ಲಿ ಓದುವಾಗಲೇ ತಪ್ಪಿನ ಅರಿವಾಗಿ ನಿರೂಪಕರು ನಾಲಿಗೆ ಕಚ್ಚಿಕೊಂಡರಂತೆ. ಸನ್ಮಾನಕ್ಕೆ ತಂದಿದ್ದ ಹಾರ ಬಾಡಿದ್ದಕ್ಕೆ ಸಭಿಕರೊಬ್ಬರು ತಕರಾರು ತೆಗೆದರಂತೆ. ಹೀಗೆ ಪ್ರಶಸ್ತಿ ಸಮಾರಂಭಗಳು ನಗುವಿನ ಗಣಿ. ಆದರೂ ಸಾಧಕರನ್ನು ಗುರುತಿಸುವ ಈ ಪರಿಪಾಠ ಮುಂದುವರಿಯಲಿ. ಅರ್ಹರಿಗೆ ಪ್ರಶಸ್ತಿ ಸಿಕ್ಕರೆ ಸಮಾಜಕ್ಕೇ ಗೌರವ; ಅನರ್ಹರಿಗೆ ಸಿಕ್ಕರೆ ಪ್ರಶಸ್ತಿಗೇ ಅವಮಾನ ಎಂಬ ಮಾತನ್ನು ಸಂಘಟಕರು ನೆನಪಿಡಬೇಕು. ಮುಂದಿನ ವಾರ ಮತ್ತೊಂದು ಸಮಾರಂಭದ ಆಮಂತ್ರಣ ಈಗಾಗಲೇ ಬಂದಿದೆ. ಅಲ್ಲಿ ಏನೇನು ವರಸೆಗಳು ಕಾದಿವೆಯೋ ನೋಡಬೇಕು.: [1112, 865, 1262, 1113]
